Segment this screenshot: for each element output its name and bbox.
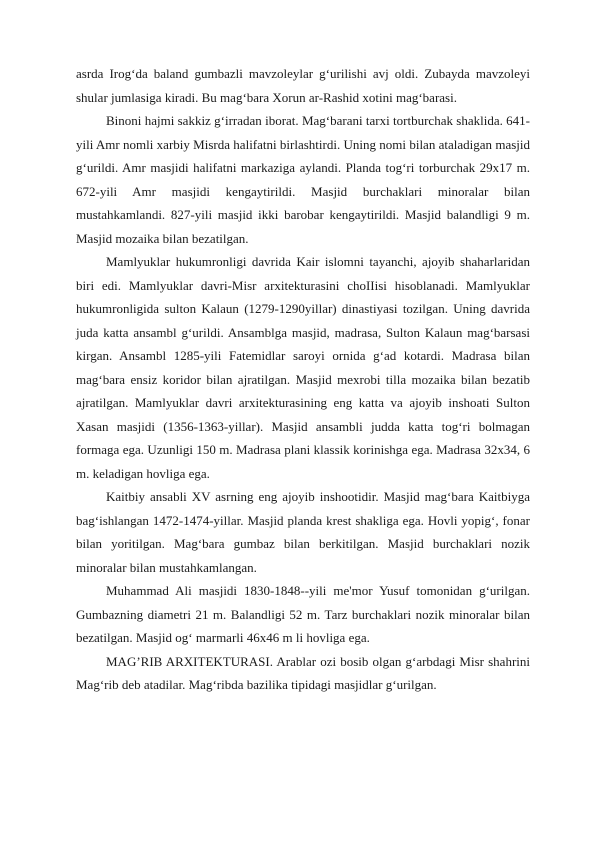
paragraph-muhammad-ali-mosque: Muhammad Ali masjidi 1830-1848--yili me'mor Yusuf tomonidan g‘urilgan. Gumbazning diametri 21 m. Balandligi 52 m. Tarz burchaklari nozik minoralar bilan bezatilgan. Masjid og‘ marmarli 46x46 m li hovliga ega. — [76, 583, 530, 645]
paragraph-zubayda-mausoleum: asrda Irog‘da baland gumbazli mavzoleylar g‘urilishi avj oldi. Zubayda mavzoleyi shular jumlasiga kiradi. Bu mag‘bara Xorun ar-Rashid xotini mag‘barasi. — [76, 66, 530, 105]
paragraph-amr-mosque: Binoni hajmi sakkiz g‘irradan iborat. Mag‘barani tarxi tortburchak shaklida. 641-yili Amr nomli xarbiy Misrda halifatni birlashtirdi. Uning nomi bilan ataladigan masjid g‘urildi. Amr masjidi halifatni markaziga aylandi. Planda tog‘ri torburchak 29x17 m. 672-yili Amr masjidi kengaytirildi. Masjid burchaklari minoralar bilan mustahkamlandi. 827-yili masjid ikki barobar kengaytirildi. Masjid balandligi 9 m. Masjid mozaika bilan bezatilgan. — [76, 113, 530, 246]
paragraph-mamluk-architecture: Mamlyuklar hukumronligi davrida Kair islomni tayanchi, ajoyib shaharlaridan biri edi. Mamlyuklar davri-Misr arxitekturasini choIIisi hisoblanadi. Mamlyuklar hukumronligida sulton Kalaun (1279-1290yillar) dinastiyasi tozilgan. Uning davrida juda katta ansambl g‘urildi. Ansamblga masjid, madrasa, Sulton Kalaun mag‘barsasi kirgan. Ansambl 1285-yili Fatemidlar saroyi ornida g‘ad kotardi. Madrasa bilan mag‘bara ensiz koridor bilan ajratilgan. Masjid mexrobi tilla mozaika bilan bezatib ajratilgan. Mamlyuklar davri arxitekturasining eng katta va ajoyib inshoati Sulton Xasan masjidi (1356-1363-yillar). Masjid ansambli judda katta tog‘ri bolmagan formaga ega. Uzunligi 150 m. Madrasa plani klassik korinishga ega. Madrasa 32x34, 6 m. keladigan hovliga ega. — [76, 254, 530, 481]
document-page — [76, 62, 530, 697]
paragraph-qaitbay-ensemble: Kaitbiy ansabli XV asrning eng ajoyib inshootidir. Masjid mag‘bara Kaitbiyga bag‘ishlangan 1472-1474-yillar. Masjid planda krest shakliga ega. Hovli yopig‘, fonar bilan yoritilgan. Mag‘bara gumbaz bilan berkitilgan. Masjid burchaklari nozik minoralar bilan mustahkamlangan. — [76, 489, 530, 575]
paragraph-maghrib-architecture: MAG’RIB ARXITEKTURASI. Arablar ozi bosib olgan g‘arbdagi Misr shahrini Mag‘rib deb atadilar. Mag‘ribda bazilika tipidagi masjidlar g‘urilgan. — [76, 653, 530, 692]
